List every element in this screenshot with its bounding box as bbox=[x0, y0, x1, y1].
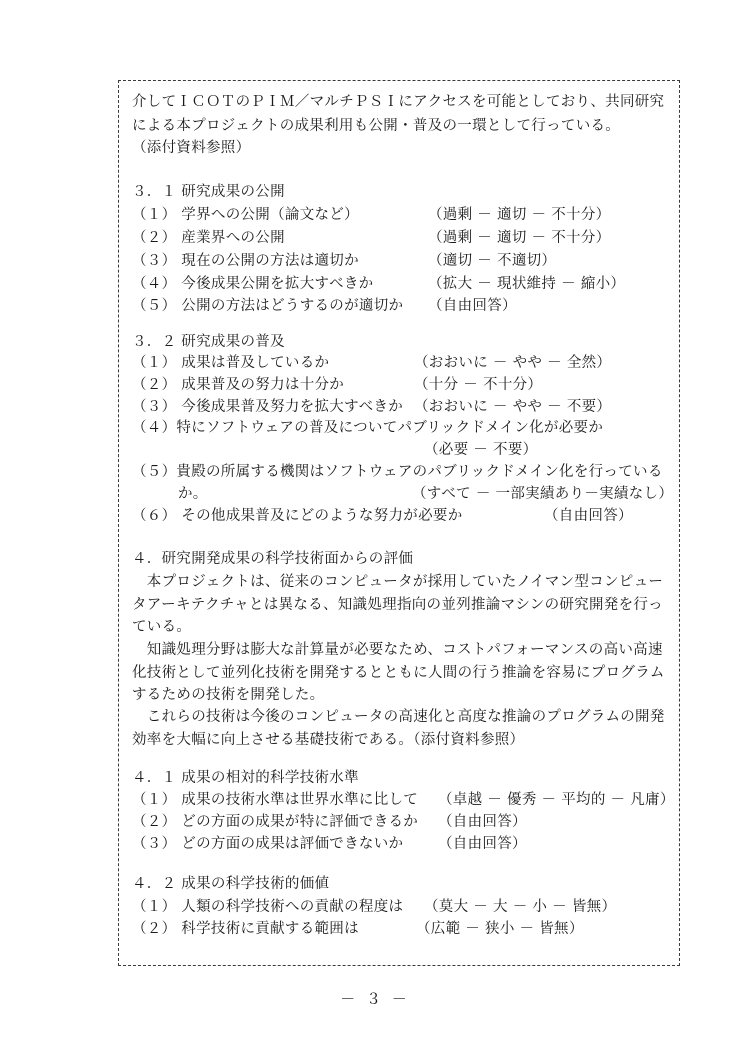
s42-item-1-label: （１） 人類の科学技術への貢献の程度は bbox=[132, 899, 404, 915]
section-3-2-heading: ３．２ 研究成果の普及 bbox=[132, 334, 285, 350]
s4-para3-line-1: これらの技術は今後のコンピュータの高速化と高度な推論のプログラムの開発 bbox=[132, 709, 665, 725]
s32-item-1-options: （おおいに － やや － 全然） bbox=[414, 355, 612, 371]
s4-para2-line-1: 知識処理分野は膨大な計算量が必要なため、コストパフォーマンスの高い高速 bbox=[132, 642, 663, 658]
s41-item-3-options: （自由回答） bbox=[438, 836, 527, 852]
s31-item-2-options: （過剰 － 適切 － 不十分） bbox=[428, 230, 611, 246]
s41-item-2-options: （自由回答） bbox=[438, 814, 527, 830]
s31-item-1-label: （１） 学界への公開（論文など） bbox=[132, 207, 359, 223]
s41-item-1-options: （卓越 － 優秀 － 平均的 － 凡庸） bbox=[438, 792, 675, 808]
section-4-1-heading: ４．１ 成果の相対的科学技術水準 bbox=[132, 770, 359, 786]
s4-para1-line-2: タアーキテクチャとは異なる、知識処理指向の並列推論マシンの研究開発を行っ bbox=[132, 597, 663, 613]
s32-item-4-label: （４）特にソフトウェアの普及についてパブリックドメイン化が必要か bbox=[132, 420, 604, 436]
s31-item-4-label: （４） 今後成果公開を拡大すべきか bbox=[132, 276, 374, 292]
s32-item-6-options: （自由回答） bbox=[544, 508, 633, 524]
intro-line-3: （添付資料参照） bbox=[132, 140, 251, 156]
s4-para1-line-3: ている。 bbox=[132, 619, 192, 635]
s32-item-5-continuation: か。 bbox=[178, 486, 208, 502]
s32-item-1-label: （１） 成果は普及しているか bbox=[132, 355, 330, 371]
s4-para2-line-2: 化技術として並列化技術を開発するとともに人間の行う推論を容易にプログラム bbox=[132, 665, 665, 681]
s42-item-2-label: （２） 科学技術に貢献する範囲は bbox=[132, 921, 359, 937]
s41-item-3-label: （３） どの方面の成果は評価できないか bbox=[132, 836, 404, 852]
s31-item-3-options: （適切 － 不適切） bbox=[428, 253, 557, 269]
s32-item-6-label: （６） その他成果普及にどのような努力が必要か bbox=[132, 508, 463, 524]
section-4-heading: ４．研究開発成果の科学技術面からの評価 bbox=[132, 551, 414, 567]
s32-item-5-label: （５）貴殿の所属する機関はソフトウェアのパブリックドメイン化を行っている bbox=[132, 464, 663, 480]
s4-para2-line-3: するための技術を開発した。 bbox=[132, 687, 325, 703]
page-number: － ３ － bbox=[340, 990, 410, 1008]
s31-item-5-options: （自由回答） bbox=[428, 298, 517, 314]
s41-item-2-label: （２） どの方面の成果が特に評価できるか bbox=[132, 814, 419, 830]
s31-item-4-options: （拡大 － 現状維持 － 縮小） bbox=[428, 276, 626, 292]
s31-item-1-options: （過剰 － 適切 － 不十分） bbox=[428, 207, 611, 223]
s32-item-2-label: （２） 成果普及の努力は十分か bbox=[132, 377, 345, 393]
s4-para1-line-1: 本プロジェクトは、従来のコンピュータが採用していたノイマン型コンピュー bbox=[132, 574, 664, 590]
intro-line-1: 介してＩＣＯＴのＰＩＭ／マルチＰＳＩにアクセスを可能としており、共同研究 bbox=[132, 94, 665, 110]
s32-item-3-options: （おおいに － やや － 不要） bbox=[414, 399, 612, 415]
s32-item-2-options: （十分 － 不十分） bbox=[414, 377, 543, 393]
s31-item-2-label: （２） 産業界への公開 bbox=[132, 230, 285, 246]
s41-item-1-label: （１） 成果の技術水準は世界水準に比して bbox=[132, 792, 419, 808]
s32-item-3-label: （３） 今後成果普及努力を拡大すべきか bbox=[132, 399, 404, 415]
section-4-2-heading: ４．２ 成果の科学技術的価値 bbox=[132, 876, 330, 892]
intro-line-2: による本プロジェクトの成果利用も公開・普及の一環として行っている。 bbox=[132, 118, 621, 134]
section-3-1-heading: ３．１ 研究成果の公開 bbox=[132, 184, 285, 200]
s32-item-4-options: （必要 － 不要） bbox=[424, 442, 538, 458]
s42-item-2-options: （広範 － 狭小 － 皆無） bbox=[416, 921, 584, 937]
s42-item-1-options: （莫大 － 大 － 小 － 皆無） bbox=[424, 899, 617, 915]
s31-item-5-label: （５） 公開の方法はどうするのが適切か bbox=[132, 298, 404, 314]
s4-para3-line-2: 効率を大幅に向上させる基礎技術である。（添付資料参照） bbox=[132, 732, 525, 748]
s32-item-5-options: （すべて － 一部実績あり－実績なし） bbox=[412, 486, 674, 502]
s31-item-3-label: （３） 現在の公開の方法は適切か bbox=[132, 253, 359, 269]
